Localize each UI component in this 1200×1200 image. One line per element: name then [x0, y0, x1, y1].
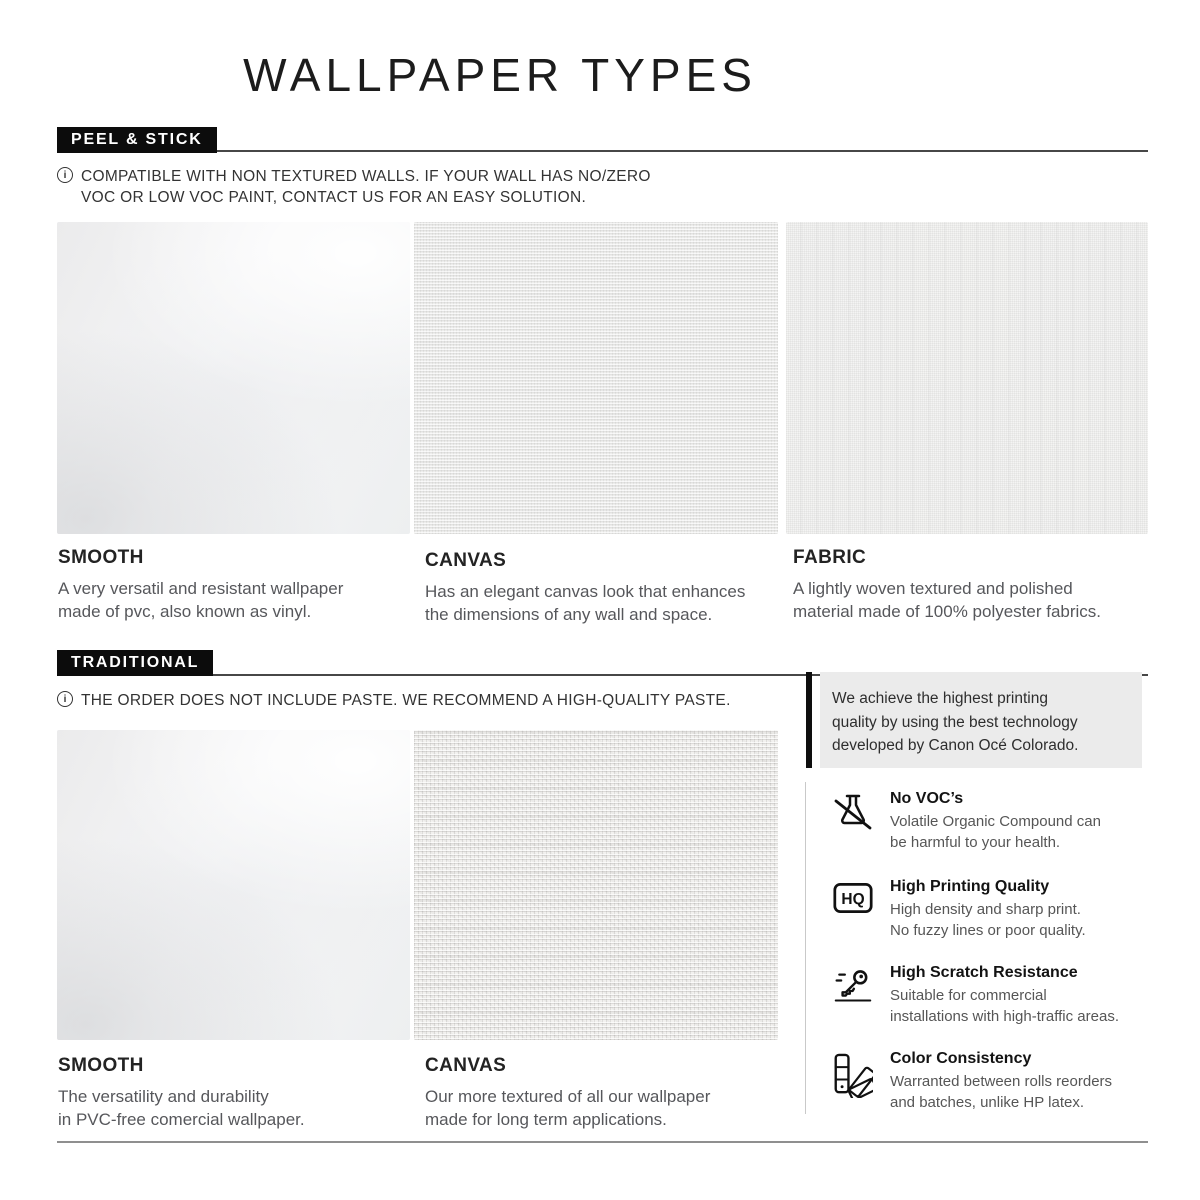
caption-peel-fabric [793, 547, 1101, 623]
peel-note-line-1: COMPATIBLE WITH NON TEXTURED WALLS. IF YOUR WALL HAS NO/ZERO [81, 168, 651, 185]
feature-desc-line: High density and sharp print. [890, 901, 1081, 918]
info-icon: i [57, 167, 73, 183]
feature-desc-line: Warranted between rolls reorders [890, 1073, 1113, 1090]
no-voc-flask-icon [833, 790, 873, 834]
sample-image-peel-smooth [57, 222, 410, 534]
card-desc-line: in PVC-free comercial wallpaper. [58, 1110, 305, 1129]
card-desc-line: A very versatil and resistant wallpaper [58, 579, 344, 598]
caption-traditional-canvas [425, 1055, 710, 1131]
sample-image-traditional-canvas [414, 730, 778, 1040]
peel-note-line-2: VOC OR LOW VOC PAINT, CONTACT US FOR AN EASY SOLUTION. [81, 189, 587, 206]
card-title: SMOOTH [58, 547, 144, 568]
card-title: CANVAS [425, 550, 507, 571]
feature-title: High Printing Quality [890, 878, 1050, 895]
quality-line-2: quality by using the best technology [832, 713, 1078, 731]
feature-no-vocs [833, 790, 1101, 853]
feature-color-consistency [833, 1050, 1112, 1113]
feature-high-printing-quality [833, 878, 1086, 941]
card-title: FABRIC [793, 547, 867, 568]
section-label-traditional: TRADITIONAL [57, 650, 213, 676]
page-title: WALLPAPER TYPES [243, 49, 757, 101]
color-swatch-fan-icon [833, 1050, 873, 1098]
feature-title: High Scratch Resistance [890, 964, 1078, 981]
traditional-note [57, 690, 731, 711]
feature-title: No VOC’s [890, 790, 964, 807]
feature-title: Color Consistency [890, 1050, 1032, 1067]
sample-image-traditional-smooth [57, 730, 410, 1040]
key-scratch-icon [833, 964, 873, 1008]
feature-desc-line: Volatile Organic Compound can [890, 813, 1101, 830]
card-desc-line: made of pvc, also known as vinyl. [58, 602, 312, 621]
quality-line-3: developed by Canon Océ Colorado. [832, 737, 1079, 754]
caption-traditional-smooth [58, 1055, 305, 1131]
features-guide-line [805, 782, 806, 1114]
card-title: CANVAS [425, 1055, 507, 1076]
card-desc-line: The versatility and durability [58, 1087, 269, 1106]
feature-high-scratch-resistance [833, 964, 1119, 1027]
feature-desc-line: installations with high-traffic areas. [890, 1007, 1119, 1025]
section-label-peel-stick: PEEL & STICK [57, 127, 217, 153]
card-desc-line: Our more textured of all our wallpaper [425, 1087, 711, 1106]
card-title: SMOOTH [58, 1055, 144, 1076]
peel-note [57, 166, 651, 208]
card-desc-line: made for long term applications. [425, 1110, 667, 1129]
quality-line-1: We achieve the highest printing [832, 690, 1048, 707]
quality-statement-box [820, 672, 1142, 768]
hq-badge-icon [833, 878, 873, 914]
caption-peel-canvas [425, 550, 745, 626]
card-desc-line: Has an elegant canvas look that enhances [425, 582, 746, 601]
card-desc-line: material made of 100% polyester fabrics. [793, 602, 1102, 621]
sample-image-peel-fabric [786, 222, 1148, 534]
quality-box-accent-bar [806, 672, 812, 768]
card-desc-line: A lightly woven textured and polished [793, 579, 1073, 598]
traditional-note-line-1: THE ORDER DOES NOT INCLUDE PASTE. WE RECOMMEND A HIGH-QUALITY PASTE. [81, 692, 731, 709]
sample-image-peel-canvas [414, 222, 778, 534]
section-divider-peel [57, 150, 1148, 152]
caption-peel-smooth [58, 547, 343, 623]
feature-desc-line: and batches, unlike HP latex. [890, 1093, 1085, 1111]
hq-badge-label: HQ [841, 890, 865, 908]
feature-desc-line: Suitable for commercial [890, 987, 1047, 1004]
bottom-divider [57, 1141, 1148, 1143]
feature-desc-line: be harmful to your health. [890, 833, 1061, 851]
feature-desc-line: No fuzzy lines or poor quality. [890, 921, 1086, 939]
info-icon: i [57, 691, 73, 707]
card-desc-line: the dimensions of any wall and space. [425, 605, 713, 624]
